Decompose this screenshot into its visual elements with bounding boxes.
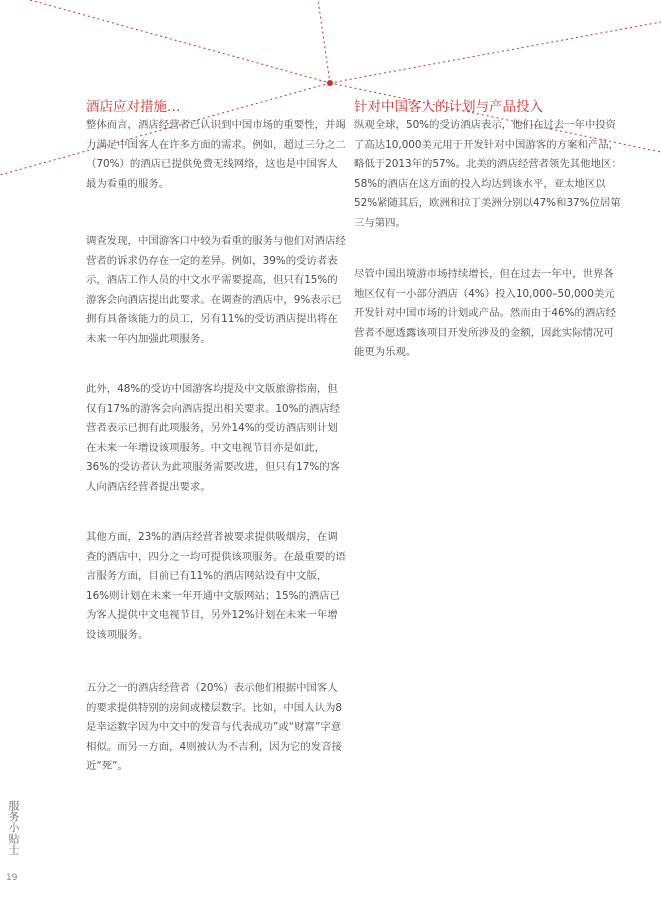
right-column-heading: 针对中国客人的计划与产品投入 <box>354 99 543 115</box>
dot-marker <box>327 80 333 86</box>
right-paragraph-2: 尽管中国出境游市场持续增长，但在过去一年中，世界各地区仅有一小部分酒店（4%）投入10,000–50,000美元开发针对中国市场的计划或产品。然而由于46%的酒店经营者不愿透露该项目开发所涉及的金额，因此实际情况可能更为乐观。 <box>354 268 617 358</box>
left-column-heading: 酒店应对措施… <box>86 99 181 115</box>
left-paragraph-5: 五分之一的酒店经营者（20%）表示他们根据中国客人的要求提供特别的房间或楼层数字。比如，中国人认为8是幸运数字因为中文中的发音与代表成功”或“财富”字意相似。而另一方面，4则被认为不吉利，因为它的发音接近“死”。 <box>86 682 342 772</box>
left-paragraph-3: 此外，48%的受访中国游客均提及中文版旅游指南，但仅有17%的游客会向酒店提出相关要求。10%的酒店经营者表示已拥有此项服务，另外14%的受访酒店则计划在未来一年增设该项服务。中文电视节目亦是如此，36%的受访者认为此项服务需要改进，但只有17%的客人向酒店经营者提出要求。 <box>86 383 340 493</box>
section-label: 服务小贴士 <box>7 800 20 855</box>
left-paragraph-2: 调查发现，中国游客口中较为看重的服务与他们对酒店经营者的诉求仍存在一定的差异。例如，39%的受访者表示，酒店工作人员的中文水平需要提高，但只有15%的游客会向酒店提出此要求。在调查的酒店中，9%表示已拥有具备该能力的员工，另有11%的受访酒店提出将在未来一年内加强此项服务。 <box>86 235 346 345</box>
right-paragraph-1: 纵观全球，50%的受访酒店表示，他们在过去一年中投资了高达10,000美元用于开发针对中国游客的方案和产品，略低于2013年的57%。北美的酒店经营者领先其他地区：58%的酒店在这方面的投入均达到该水平，亚太地区以52%紧随其后，欧洲和拉丁美洲分别以47%和37%位居第三与第四。 <box>354 119 622 229</box>
left-paragraph-1: 整体而言，酒店经营者已认识到中国市场的重要性，并竭力满足中国客人在许多方面的需求。例如，超过三分之二（70%）的酒店已提供免费无线网络，这也是中国客人最为看重的服务。 <box>86 119 346 190</box>
left-paragraph-4: 其他方面，23%的酒店经营者被要求提供吸烟房，在调查的酒店中，四分之一均可提供该项服务。在最重要的语言服务方面，目前已有11%的酒店网站设有中文版，16%则计划在未来一年开通中文版网站；15%的酒店已为客人提供中文电视节目，另外12%计划在未来一年增设该项服务。 <box>86 531 346 641</box>
page-number: 19 <box>6 873 18 883</box>
